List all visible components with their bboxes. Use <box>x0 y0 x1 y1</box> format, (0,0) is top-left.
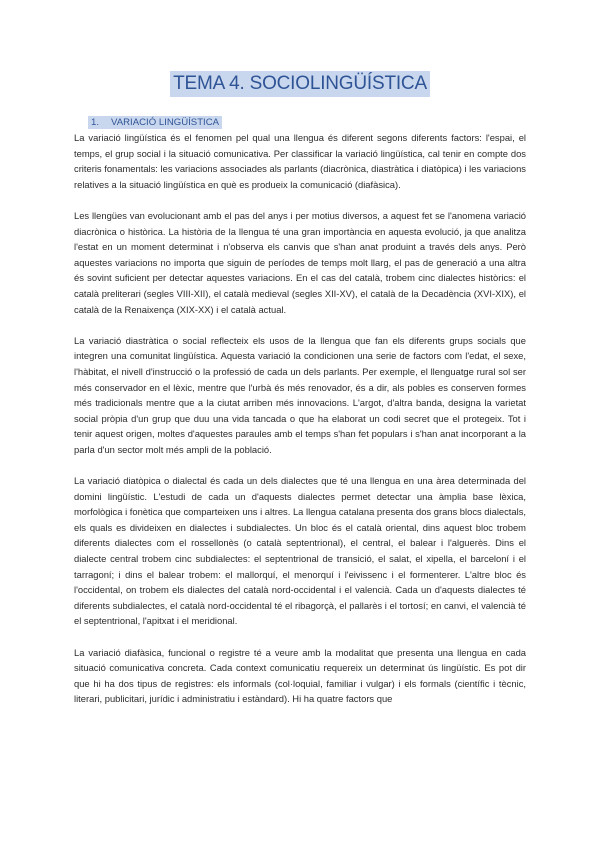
section-label: VARIACIÓ LINGÜÍSTICA <box>111 117 220 128</box>
title-wrap <box>0 71 600 97</box>
paragraph-diaphasic: La variació diafàsica, funcional o registre té a veure amb la modalitat que presenta una llengua en cada situació comunicativa concreta. Cada context comunicatiu requereix un determinat ús lingüístic. Es pot dir que hi ha dos tipus de registres: els informals (col·loquial, familiar i vulgar) i els formals (científic i tècnic, literari, publicitari, jurídic i administratiu i estàndard). Hi ha quatre factors que <box>74 646 526 705</box>
section-number: 1. <box>91 117 100 128</box>
page-title: TEMA 4. SOCIOLINGÜÍSTICA <box>170 71 430 97</box>
paragraph-diatopic: La variació diatòpica o dialectal és cada un dels dialectes que té una llengua en una àrea determinada del domini lingüístic. L'estudi de cada un d'aquests dialectes permet detectar una àmplia base lèxica, morfològica i fonètica que comparteixen uns i altres. La llengua catalana presenta dos grans blocs dialectals, els quals es divideixen en dialectes i subdialectes. Un bloc és el català oriental, dins aquest bloc trobem diferents dialectes com el rossellonès (o català septentrional), el central, el balear i l'alguerès. Dins el dialecte central trobem cinc subdialectes: el septentrional de transició, el salat, el xipella, el barceloní i el tarragoní; i dins el balear trobem: el mallorquí, el menorquí i l'eivissenc i el formenterer. L'altre bloc és l'occidental, on trobem els dialectes del català nord-occidental i el valencià. Cada un d'aquests dialectes té diferents subdialectes, el català nord-occidental té el ribagorçà, el pallarès i el tortosí; en canvi, el valencià té el septentrional, l'apitxat i el meridional. <box>74 475 526 627</box>
document-body <box>74 130 526 707</box>
paragraph-diachronic: Les llengües van evolucionant amb el pas del anys i per motius diversos, a aquest fet se l'anomena variació diacrònica o històrica. La història de la llengua té una gran importància en aquesta evolució, ja que analitza l'estat en un moment determinat i n'observa els canvis que s'han anat produint a través dels anys. Però aquestes variacions no importa que siguin de períodes de temps molt llarg, el pas de generació a una altra és sovint suficient per detectar aquestes variacions. En el cas del català, trobem cinc dialectes històrics: el català preliterari (segles VIII-XII), el català medieval (segles XII-XV), el català de la Decadència (XVI-XIX), el català de la Renaixença (XIX-XX) i el català actual. <box>74 209 526 315</box>
paragraph-intro: La variació lingüística és el fenomen pel qual una llengua és diferent segons diferents factors: l'espai, el temps, el grup social i la situació comunicativa. Per classificar la variació lingüística, cal tenir en compte dos criteris fonamentals: les variacions associades als parlants (diacrònica, diastràtica i diatòpica) i les variacions relatives a la situació lingüística en què es produeix la comunicació (diafàsica). <box>74 132 526 190</box>
section-heading <box>88 116 222 129</box>
paragraph-diastratic: La variació diastràtica o social reflecteix els usos de la llengua que fan els diferents grups socials que integren una comunitat lingüística. Aquesta variació la condicionen una serie de factors com l'edat, el sexe, l'hàbitat, el nivell d'instrucció o la professió de cada un dels parlants. Per exemple, el llenguatge rural sol ser més conservador en el lèxic, mentre que l'urbà és més renovador, és a dir, als pobles es conserven formes més tradicionals mentre que a la ciutat arriben més innovacions. L'argot, d'altra banda, designa la varietat social pròpia d'un grup que duu una vida tancada o que ha elaborat un codi secret que el protegeix. Tot i tenir aquest origen, moltes d'aquestes paraules amb el temps s'han fet populars i s'han anat incorporant a la parla d'un sector molt més ampli de la població. <box>74 334 526 455</box>
